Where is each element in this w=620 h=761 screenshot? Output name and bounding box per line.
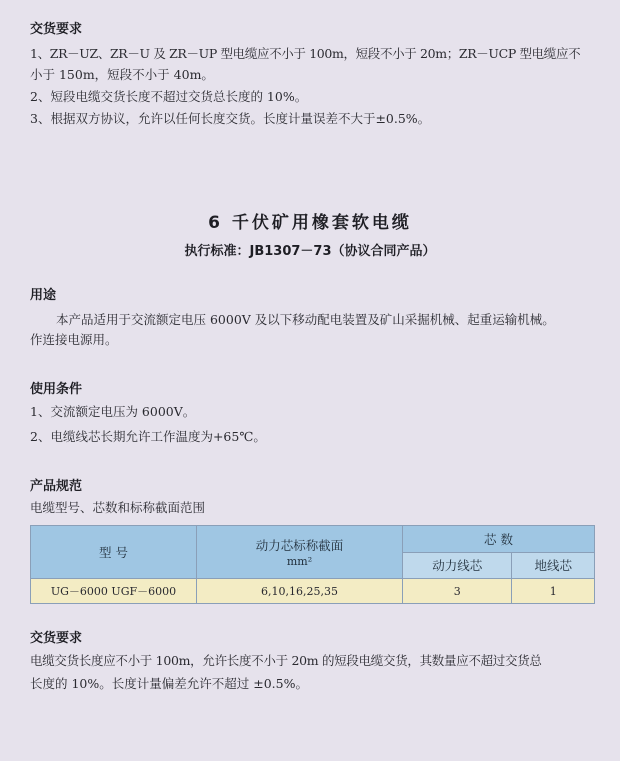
- cell-section: 6,10,16,25,35: [197, 579, 403, 604]
- delivery-line-4: 3、根据双方协议，允许以任何长度交货。长度计量误差不大于±0.5%。: [30, 111, 431, 126]
- page-subtitle: 执行标准：JB1307－73（协议合同产品）: [184, 244, 436, 259]
- cell-model: UG－6000 UGF－6000: [31, 579, 197, 604]
- header-power-cores: 动力线芯: [403, 552, 512, 579]
- spec-caption: 电缆型号、芯数和标称截面范围: [30, 500, 206, 515]
- page-title: 6 千伏矿用橡套软电缆: [208, 213, 412, 233]
- table-row: [31, 579, 595, 604]
- delivery2-line-1: 电缆交货长度应不小于 100m，允许长度不小于 20m 的短段电缆交货，其数量应不超过交货总: [30, 653, 542, 668]
- usage-line-2: 作连接电源用。: [30, 332, 118, 347]
- delivery-line-1: 1、ZR－UZ、ZR－U 及 ZR－UP 型电缆应不小于 100m，短段不小于 20m；ZR－UCP 型电缆应不: [30, 46, 581, 61]
- delivery2-heading: 交货要求: [30, 631, 83, 646]
- conditions-heading: 使用条件: [30, 382, 83, 397]
- delivery2-line-2: 长度的 10%。长度计量偏差允许不超过 ±0.5%。: [30, 676, 308, 691]
- delivery-line-2: 小于 150m，短段不小于 40m。: [30, 67, 214, 82]
- header-model: 型 号: [31, 526, 197, 579]
- header-section-label: 动力芯标称截面: [255, 538, 344, 553]
- cell-power: 3: [403, 579, 512, 604]
- delivery-line-3: 2、短段电缆交货长度不超过交货总长度的 10%。: [30, 89, 308, 104]
- conditions-line-2: 2、电缆线芯长期允许工作温度为+65℃。: [30, 429, 266, 444]
- delivery-heading: 交货要求: [30, 22, 83, 37]
- usage-heading: 用途: [30, 288, 57, 303]
- header-cores: 芯 数: [403, 526, 595, 553]
- spec-heading: 产品规范: [30, 479, 83, 494]
- cell-ground: 1: [512, 579, 595, 604]
- header-ground-cores: 地线芯: [512, 552, 595, 579]
- conditions-line-1: 1、交流额定电压为 6000V。: [30, 404, 196, 419]
- header-section-unit: mm²: [286, 555, 313, 568]
- spec-table: [30, 525, 595, 604]
- header-section: [197, 526, 403, 579]
- usage-line-1: 本产品适用于交流额定电压 6000V 及以下移动配电装置及矿山采掘机械、起重运输机械。: [56, 312, 555, 327]
